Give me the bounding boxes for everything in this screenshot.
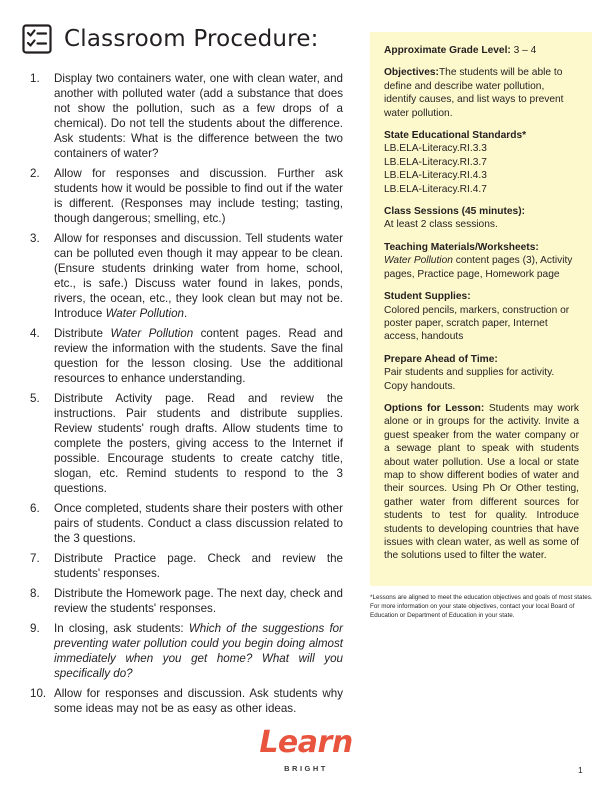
step-number: 4. bbox=[30, 327, 40, 340]
step-text bbox=[54, 501, 343, 546]
step-text-emphasis: Water Pollution bbox=[105, 307, 184, 320]
supplies-text: Colored pencils, markers, construction or poster paper, scratch paper, Internet access, handouts bbox=[384, 304, 570, 343]
procedure-step bbox=[30, 166, 343, 226]
standard-item: LB.ELA-Literacy.RI.3.3 bbox=[384, 143, 487, 155]
student-supplies bbox=[384, 290, 579, 344]
objectives bbox=[384, 66, 579, 120]
page-number: 1 bbox=[578, 765, 583, 775]
prepare-label: Prepare Ahead of Time: bbox=[384, 353, 498, 365]
standards-footnote: *Lessons are aligned to meet the education objectives and goals of most states. For more information on your state objectives, contact your local Board of Education or Department of Education in your state. bbox=[370, 594, 593, 619]
step-text-run: Display two containers water, one with clean water, and another with polluted water (add a substance that does not show the pollution, such as a few drops of a chemical). Do not tell the students about the difference. Ask students: What is the difference between the two containers of water? bbox=[54, 72, 343, 160]
step-number: 9. bbox=[30, 622, 40, 635]
logo-subtitle: BRIGHT bbox=[284, 764, 328, 773]
sessions-text: At least 2 class sessions. bbox=[384, 219, 498, 231]
materials-label: Teaching Materials/Worksheets: bbox=[384, 241, 539, 253]
step-text bbox=[54, 551, 343, 581]
step-text-run: Allow for responses and discussion. Further ask students how it would be possible to find out if the water is different. (Responses may include testing; tasting, though dangerous; smelling, etc.) bbox=[54, 167, 343, 225]
step-text bbox=[54, 391, 343, 496]
step-number: 1. bbox=[30, 72, 40, 85]
step-text-run: Allow for responses and discussion. Ask students why some ideas may not be as easy as other ideas. bbox=[54, 687, 343, 715]
materials-text: content pages (3), Activity pages, Practice page, Homework page bbox=[384, 255, 573, 280]
step-text-emphasis: Water Pollution bbox=[110, 327, 194, 340]
step-text bbox=[54, 686, 343, 716]
procedure-step bbox=[30, 586, 343, 616]
step-text-run: Distribute Practice page. Check and review the students' responses. bbox=[54, 552, 343, 580]
step-number: 2. bbox=[30, 167, 40, 180]
sessions-label: Class Sessions (45 minutes): bbox=[384, 206, 525, 218]
checklist-icon bbox=[22, 24, 52, 54]
standards bbox=[384, 129, 579, 196]
procedure-step bbox=[30, 326, 343, 386]
procedure-step bbox=[30, 231, 343, 321]
procedure-step bbox=[30, 686, 343, 716]
step-number: 8. bbox=[30, 587, 40, 600]
step-number: 10. bbox=[30, 687, 47, 700]
step-text bbox=[54, 326, 343, 386]
procedure-steps bbox=[30, 71, 343, 721]
step-text-run: . bbox=[183, 307, 188, 320]
step-text-run: Allow for responses and discussion. Tell students water can be polluted even though it may appear to be clean. (Ensure students drinking water from home, school, etc., is safe.) Discuss water found in lakes, ponds, rivers, the ocean, etc., they look clean but may not be. Introduce bbox=[54, 232, 343, 320]
step-text bbox=[54, 71, 343, 161]
step-number: 6. bbox=[30, 502, 40, 515]
procedure-step bbox=[30, 71, 343, 161]
materials-title: Water Pollution bbox=[384, 255, 453, 267]
step-number: 5. bbox=[30, 392, 40, 405]
lesson-options bbox=[384, 402, 579, 563]
prepare-item: Copy handouts. bbox=[384, 380, 456, 392]
step-text-run: Distribute the Homework page. The next day, check and review the students' responses. bbox=[54, 587, 343, 615]
lesson-info-panel bbox=[370, 32, 592, 586]
step-text-run: Distribute bbox=[54, 327, 111, 340]
procedure-step bbox=[30, 501, 343, 546]
learn-bright-logo bbox=[254, 723, 358, 781]
step-text bbox=[54, 621, 343, 681]
logo-wordmark: Learn bbox=[259, 725, 353, 760]
objectives-text: The students will be able to define and describe water pollution, identify causes, and list ways to prevent water pollution. bbox=[384, 67, 564, 119]
procedure-step bbox=[30, 551, 343, 581]
step-text-run: In closing, ask students: bbox=[54, 622, 189, 635]
step-text-emphasis: Which of the suggestions for preventing water pollution could you begin doing almost immediately when you get home? What will you specifically do? bbox=[54, 622, 343, 680]
step-number: 7. bbox=[30, 552, 40, 565]
step-text-run: content pages. Read and review the information with the students. Save the final question for the lesson closing. Use the additional resources to enhance understanding. bbox=[54, 327, 343, 385]
step-number: 3. bbox=[30, 232, 40, 245]
class-sessions bbox=[384, 205, 579, 232]
step-text-run: Once completed, students share their posters with other pairs of students. Conduct a class discussion related to the 3 questions. bbox=[54, 502, 343, 545]
standard-item: LB.ELA-Literacy.RI.3.7 bbox=[384, 156, 487, 168]
prepare-ahead bbox=[384, 353, 579, 393]
page-title: Classroom Procedure: bbox=[64, 26, 319, 52]
standard-item: LB.ELA-Literacy.RI.4.7 bbox=[384, 183, 487, 195]
teaching-materials bbox=[384, 241, 579, 281]
prepare-item: Pair students and supplies for activity. bbox=[384, 367, 555, 379]
supplies-label: Student Supplies: bbox=[384, 291, 471, 303]
options-text: Students may work alone or in groups for the activity. Invite a guest speaker from the water company or a sewage plant to speak with students about water pollution. Use a local or state map to show different bodies of water and their sources. Using Ph Or Other testing, gather water from different sources for students to test for quality. Introduce students to developing countries that have issues with clean water, as well as some of the solutions used to filter the water. bbox=[384, 402, 579, 562]
procedure-step bbox=[30, 621, 343, 681]
procedure-step bbox=[30, 391, 343, 496]
grade-value: 3 – 4 bbox=[513, 45, 537, 56]
grade-level bbox=[384, 44, 579, 57]
step-text bbox=[54, 166, 343, 226]
step-text-run: Distribute Activity page. Read and review the instructions. Pair students and distribute supplies. Review students' rough drafts. Allow students time to complete the posters, giving access to the Internet if possible. Encourage students to create catchy title, slogan, etc. Remind students to respond to the 3 questions. bbox=[54, 392, 343, 495]
standard-item: LB.ELA-Literacy.RI.4.3 bbox=[384, 170, 487, 182]
options-label: Options for Lesson: bbox=[384, 402, 485, 414]
standards-label: State Educational Standards* bbox=[384, 130, 527, 142]
objectives-label: Objectives: bbox=[384, 67, 439, 79]
step-text bbox=[54, 231, 343, 321]
grade-label: Approximate Grade Level: bbox=[384, 45, 511, 56]
step-text bbox=[54, 586, 343, 616]
